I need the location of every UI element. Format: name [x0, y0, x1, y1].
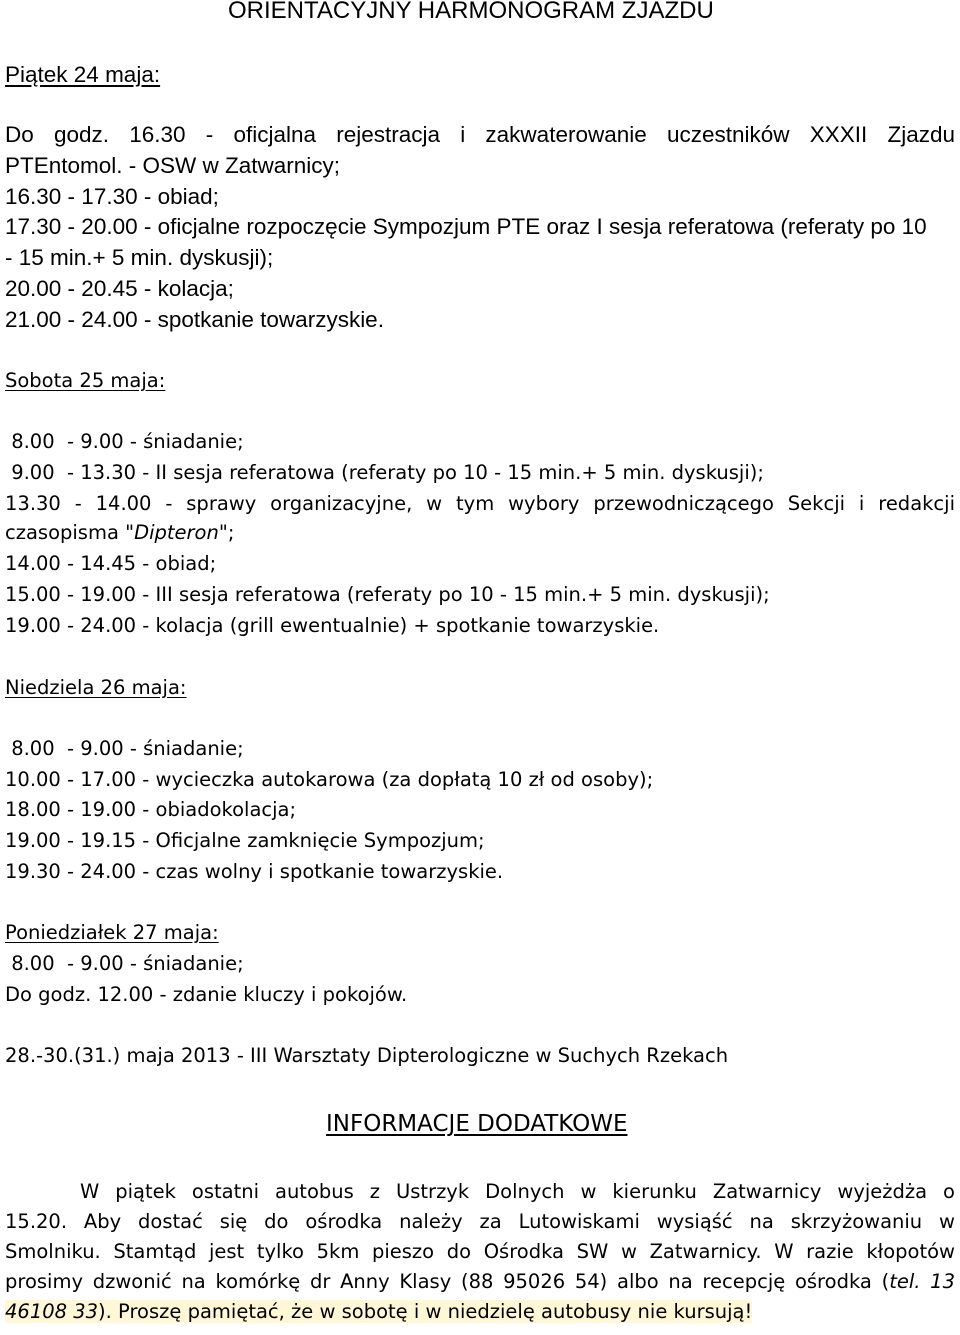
friday-line-3: 16.30 - 17.30 - obiad;	[5, 184, 219, 209]
saturday-line-4-pre: czasopisma "	[5, 521, 135, 544]
info-line-2: 15.20. Aby dostać się do ośrodka należy za Lutowiskami wysiąść na skrzyżowaniu w	[5, 1210, 955, 1233]
saturday-line-2: 9.00 - 13.30 - II sesja referatowa (referaty po 10 - 15 min.+ 5 min. dyskusji);	[5, 461, 764, 484]
friday-line-4: 17.30 - 20.00 - oficjalne rozpoczęcie Sympozjum PTE oraz I sesja referatowa (referaty po 10	[5, 214, 927, 239]
sunday-line-5: 19.30 - 24.00 - czas wolny i spotkanie towarzyskie.	[5, 860, 504, 883]
document-title: ORIENTACYJNY HARMONOGRAM ZJAZDU	[228, 0, 714, 24]
monday-line-1: 8.00 - 9.00 - śniadanie;	[5, 952, 244, 975]
info-line-3: Smolniku. Stamtąd jest tylko 5km pieszo do Ośrodka SW w Zatwarnicy. W razie kłopotów	[5, 1240, 955, 1263]
monday-heading: Poniedziałek 27 maja:	[5, 921, 219, 944]
saturday-heading: Sobota 25 maja:	[5, 369, 166, 392]
info-line-1: W piątek ostatni autobus z Ustrzyk Dolnych w kierunku Zatwarnicy wyjeżdża o	[80, 1180, 955, 1203]
sunday-line-1: 8.00 - 9.00 - śniadanie;	[5, 737, 244, 760]
saturday-line-7: 19.00 - 24.00 - kolacja (grill ewentualnie) + spotkanie towarzyskie.	[5, 614, 660, 637]
monday-line-2: Do godz. 12.00 - zdanie kluczy i pokojów.	[5, 983, 408, 1006]
phone-number: 46108 33	[5, 1300, 99, 1323]
info-paragraph	[5, 1177, 955, 1327]
phone-label: tel. 13	[889, 1270, 955, 1293]
saturday-line-5: 14.00 - 14.45 - obiad;	[5, 552, 217, 575]
info-line-4	[5, 1267, 955, 1297]
workshop-line: 28.-30.(31.) maja 2013 - III Warsztaty Dipterologiczne w Suchych Rzekach	[5, 1044, 729, 1067]
saturday-line-4	[5, 522, 234, 544]
info-line-4-text: prosimy dzwonić na komórkę dr Anny Klasy (88 95026 54) albo na recepcję ośrodka (	[5, 1270, 890, 1293]
saturday-line-4-post: ";	[218, 521, 235, 544]
sunday-line-3: 18.00 - 19.00 - obiadokolacja;	[5, 798, 297, 821]
journal-name: Dipteron	[134, 521, 219, 544]
info-heading: INFORMACJE DODATKOWE	[326, 1111, 628, 1137]
friday-line-2: PTEntomol. - OSW w Zatwarnicy;	[5, 153, 341, 178]
info-line-5	[5, 1297, 955, 1327]
sunday-line-2: 10.00 - 17.00 - wycieczka autokarowa (za dopłatą 10 zł od osoby);	[5, 768, 654, 791]
friday-line-6: 20.00 - 20.45 - kolacja;	[5, 276, 234, 301]
info-line-5-text: ). Proszę pamiętać, że w sobotę i w niedzielę autobusy nie kursują!	[98, 1300, 753, 1323]
saturday-line-3: 13.30 - 14.00 - sprawy organizacyjne, w tym wybory przewodniczącego Sekcji i redakcji	[5, 492, 955, 515]
sunday-line-4: 19.00 - 19.15 - Oficjalne zamknięcie Sympozjum;	[5, 829, 485, 852]
saturday-line-1: 8.00 - 9.00 - śniadanie;	[5, 430, 244, 453]
saturday-line-6: 15.00 - 19.00 - III sesja referatowa (referaty po 10 - 15 min.+ 5 min. dyskusji);	[5, 583, 770, 606]
friday-line-5: - 15 min.+ 5 min. dyskusji);	[5, 245, 274, 270]
sunday-heading: Niedziela 26 maja:	[5, 676, 187, 699]
friday-line-1: Do godz. 16.30 - oficjalna rejestracja i zakwaterowanie uczestników XXXII Zjazdu	[5, 122, 955, 147]
friday-line-7: 21.00 - 24.00 - spotkanie towarzyskie.	[5, 307, 384, 332]
friday-heading: Piątek 24 maja:	[5, 62, 161, 87]
